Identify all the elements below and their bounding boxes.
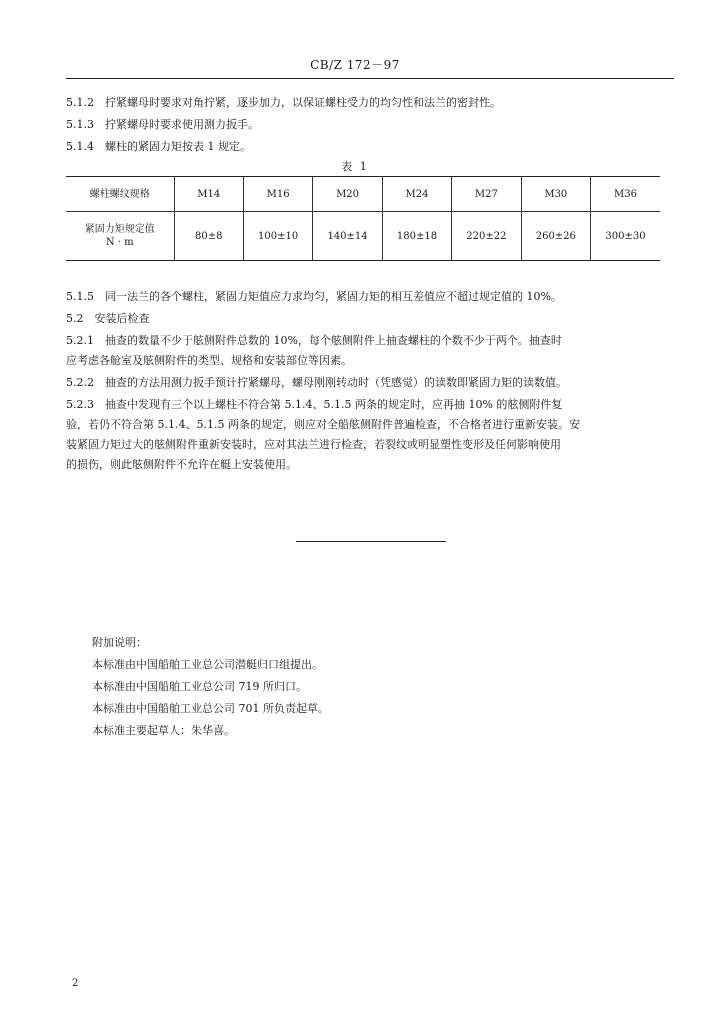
table-value-row — [66, 212, 660, 261]
paragraph-5-2-3: 5.2.3 抽查中发现有三个以上螺柱不符合第 5.1.4、5.1.5 两条的规定时，应再抽 10% 的舷侧附件复 — [66, 398, 563, 411]
row-label-cell — [66, 212, 174, 261]
paragraph-5-1-5: 5.1.5 同一法兰的各个螺柱，紧固力矩值应力求均匀，紧固力矩的相互差值应不超过规定值的 10%。 — [66, 290, 562, 303]
table-header-row — [66, 177, 660, 212]
value-cell: 100±10 — [243, 212, 312, 261]
paragraph-5-2-2: 5.2.2 抽查的方法用测力扳手预计拧紧螺母，螺母刚刚转动时（凭感觉）的读数即紧固力矩的读数值。 — [66, 376, 567, 389]
table-title: 表 1 — [341, 160, 369, 173]
size-cell: M24 — [382, 177, 451, 212]
document-header-code: CB/Z 172－97 — [310, 58, 400, 72]
torque-table — [66, 176, 660, 261]
note-line: 本标准由中国船舶工业总公司 719 所归口。 — [92, 680, 307, 693]
note-line: 本标准由中国船舶工业总公司 701 所负责起草。 — [92, 702, 329, 715]
page-number: 2 — [72, 978, 79, 989]
table-header-label: 螺柱螺纹规格 — [66, 177, 174, 212]
paragraph-5-2-3-cont3: 的损伤，则此舷侧附件不允许在艇上安装使用。 — [66, 458, 297, 471]
row-label-unit: N · m — [105, 237, 134, 248]
end-rule — [296, 541, 446, 542]
note-line: 本标准主要起草人：朱华喜。 — [92, 724, 235, 737]
note-title: 附加说明： — [92, 636, 147, 649]
value-cell: 300±30 — [591, 212, 660, 261]
paragraph-5-1-4: 5.1.4 螺柱的紧固力矩按表 1 规定。 — [66, 140, 251, 153]
header-rule — [66, 78, 674, 79]
size-cell: M14 — [174, 177, 243, 212]
paragraph-5-1-2: 5.1.2 拧紧螺母时要求对角拧紧，逐步加力，以保证螺柱受力的均匀性和法兰的密封性。 — [66, 96, 501, 109]
size-cell: M16 — [243, 177, 312, 212]
size-cell: M36 — [591, 177, 660, 212]
note-line: 本标准由中国船舶工业总公司潜艇归口组提出。 — [92, 658, 323, 671]
value-cell: 180±18 — [382, 212, 451, 261]
paragraph-5-2-1-cont: 应考虑各舱室及舷侧附件的类型、规格和安装部位等因素。 — [66, 354, 352, 367]
size-cell: M30 — [521, 177, 590, 212]
paragraph-5-2-3-cont1: 验，若仍不符合第 5.1.4、5.1.5 两条的规定，则应对全船舷侧附件普遍检查，不合格者进行重新安装。安 — [66, 418, 580, 431]
value-cell: 140±14 — [313, 212, 382, 261]
row-label-line1: 紧固力矩规定值 — [84, 224, 155, 235]
size-cell: M27 — [452, 177, 521, 212]
paragraph-5-1-3: 5.1.3 拧紧螺母时要求使用测力扳手。 — [66, 118, 259, 131]
value-cell: 80±8 — [174, 212, 243, 261]
heading-5-2: 5.2 安装后检查 — [66, 312, 150, 325]
size-cell: M20 — [313, 177, 382, 212]
value-cell: 220±22 — [452, 212, 521, 261]
paragraph-5-2-3-cont2: 装紧固力矩过大的舷侧附件重新安装时，应对其法兰进行检查，若裂纹或明显塑性变形及任何影响使用 — [66, 438, 561, 451]
paragraph-5-2-1: 5.2.1 抽查的数量不少于舷侧附件总数的 10%，每个舷侧附件上抽查螺柱的个数不少于两个。抽查时 — [66, 334, 562, 347]
value-cell: 260±26 — [521, 212, 590, 261]
